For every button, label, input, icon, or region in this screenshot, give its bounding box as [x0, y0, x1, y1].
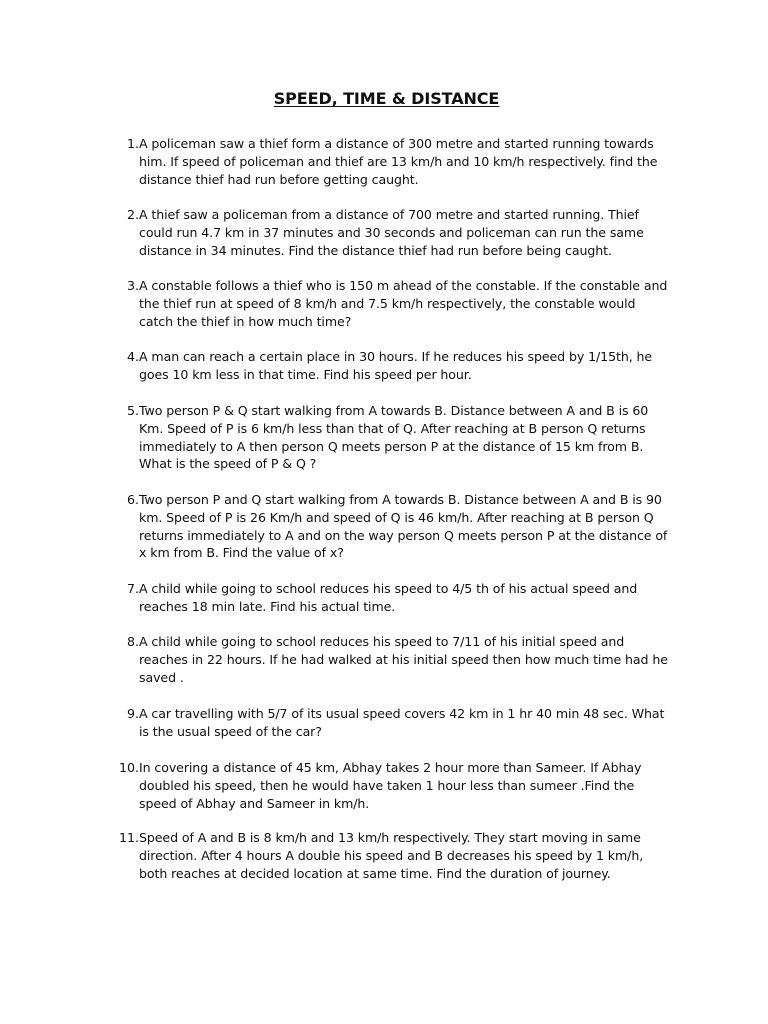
question-line: In covering a distance of 45 km, Abhay takes 2 hour more than Sameer. If Abhay: [139, 760, 642, 775]
question-5: [112, 402, 677, 473]
question-number: 2.: [126, 207, 139, 222]
question-number: 9.: [126, 706, 139, 721]
question-line: x km from B. Find the value of x?: [139, 545, 344, 561]
question-6: [112, 491, 677, 562]
question-2: [112, 206, 677, 259]
question-text: [139, 135, 677, 188]
page-title: SPEED, TIME & DISTANCE: [273, 89, 500, 108]
question-line: Speed of A and B is 8 km/h and 13 km/h respectively. They start moving in same: [139, 830, 641, 845]
question-line: goes 10 km less in that time. Find his speed per hour.: [139, 366, 472, 382]
question-line: the thief run at speed of 8 km/h and 7.5 km/h respectively, the constable would: [139, 295, 636, 311]
question-line: returns immediately to A and on the way person Q meets person P at the distance of: [139, 527, 668, 543]
question-line: distance thief had run before getting caught.: [139, 171, 419, 187]
question-1: [112, 135, 677, 188]
question-line: him. If speed of policeman and thief are 13 km/h and 10 km/h respectively. find the: [139, 153, 658, 169]
question-number: 11.: [118, 830, 139, 845]
question-number: 10.: [118, 760, 139, 775]
question-8: [112, 633, 677, 686]
question-line: Km. Speed of P is 6 km/h less than that of Q. After reaching at B person Q returns: [139, 420, 646, 436]
question-line: reaches 18 min late. Find his actual time.: [139, 598, 396, 614]
question-line: Two person P and Q start walking from A towards B. Distance between A and B is 90: [139, 492, 662, 507]
question-text: [139, 633, 677, 686]
question-line: reaches in 22 hours. If he had walked at his initial speed then how much time had he: [139, 651, 668, 667]
question-number: 3.: [126, 278, 139, 293]
question-text: [139, 580, 677, 616]
question-line: A child while going to school reduces his speed to 4/5 th of his actual speed and: [139, 581, 638, 596]
question-line: A child while going to school reduces his speed to 7/11 of his initial speed and: [139, 634, 625, 649]
question-text: [139, 759, 677, 812]
question-7: [112, 580, 677, 616]
question-line: A car travelling with 5/7 of its usual speed covers 42 km in 1 hr 40 min 48 sec. What: [139, 706, 665, 721]
question-line: immediately to A then person Q meets person P at the distance of 15 km from B.: [139, 438, 644, 454]
question-line: Two person P & Q start walking from A towards B. Distance between A and B is 60: [139, 403, 649, 418]
question-text: [139, 348, 677, 384]
question-text: [139, 402, 677, 473]
question-number: 1.: [126, 136, 139, 151]
question-10: [112, 759, 677, 812]
question-line: doubled his speed, then he would have taken 1 hour less than sumeer .Find the: [139, 777, 635, 793]
question-number: 7.: [126, 581, 139, 596]
question-9: [112, 705, 677, 741]
question-text: [139, 705, 677, 741]
question-line: km. Speed of P is 26 Km/h and speed of Q is 46 km/h. After reaching at B person Q: [139, 509, 654, 525]
question-4: [112, 348, 677, 384]
question-text: [139, 206, 677, 259]
question-11: [112, 829, 677, 882]
question-number: 6.: [126, 492, 139, 507]
question-line: saved .: [139, 669, 184, 685]
question-line: What is the speed of P & Q ?: [139, 456, 317, 472]
question-line: speed of Abhay and Sameer in km/h.: [139, 795, 370, 811]
question-line: could run 4.7 km in 37 minutes and 30 seconds and policeman can run the same: [139, 224, 644, 240]
question-line: A thief saw a policeman from a distance of 700 metre and started running. Thief: [139, 207, 639, 222]
question-text: [139, 829, 677, 882]
question-number: 5.: [126, 403, 139, 418]
question-line: A constable follows a thief who is 150 m ahead of the constable. If the constable and: [139, 278, 668, 293]
question-line: is the usual speed of the car?: [139, 723, 322, 739]
question-text: [139, 277, 677, 330]
question-line: A man can reach a certain place in 30 hours. If he reduces his speed by 1/15th, he: [139, 349, 653, 364]
question-text: [139, 491, 677, 562]
question-number: 4.: [126, 349, 139, 364]
question-line: both reaches at decided location at same time. Find the duration of journey.: [139, 865, 611, 881]
question-line: distance in 34 minutes. Find the distance thief had run before being caught.: [139, 242, 612, 258]
question-line: catch the thief in how much time?: [139, 313, 352, 329]
question-line: direction. After 4 hours A double his speed and B decreases his speed by 1 km/h,: [139, 847, 644, 863]
question-number: 8.: [126, 634, 139, 649]
question-3: [112, 277, 677, 330]
question-line: A policeman saw a thief form a distance of 300 metre and started running towards: [139, 136, 654, 151]
